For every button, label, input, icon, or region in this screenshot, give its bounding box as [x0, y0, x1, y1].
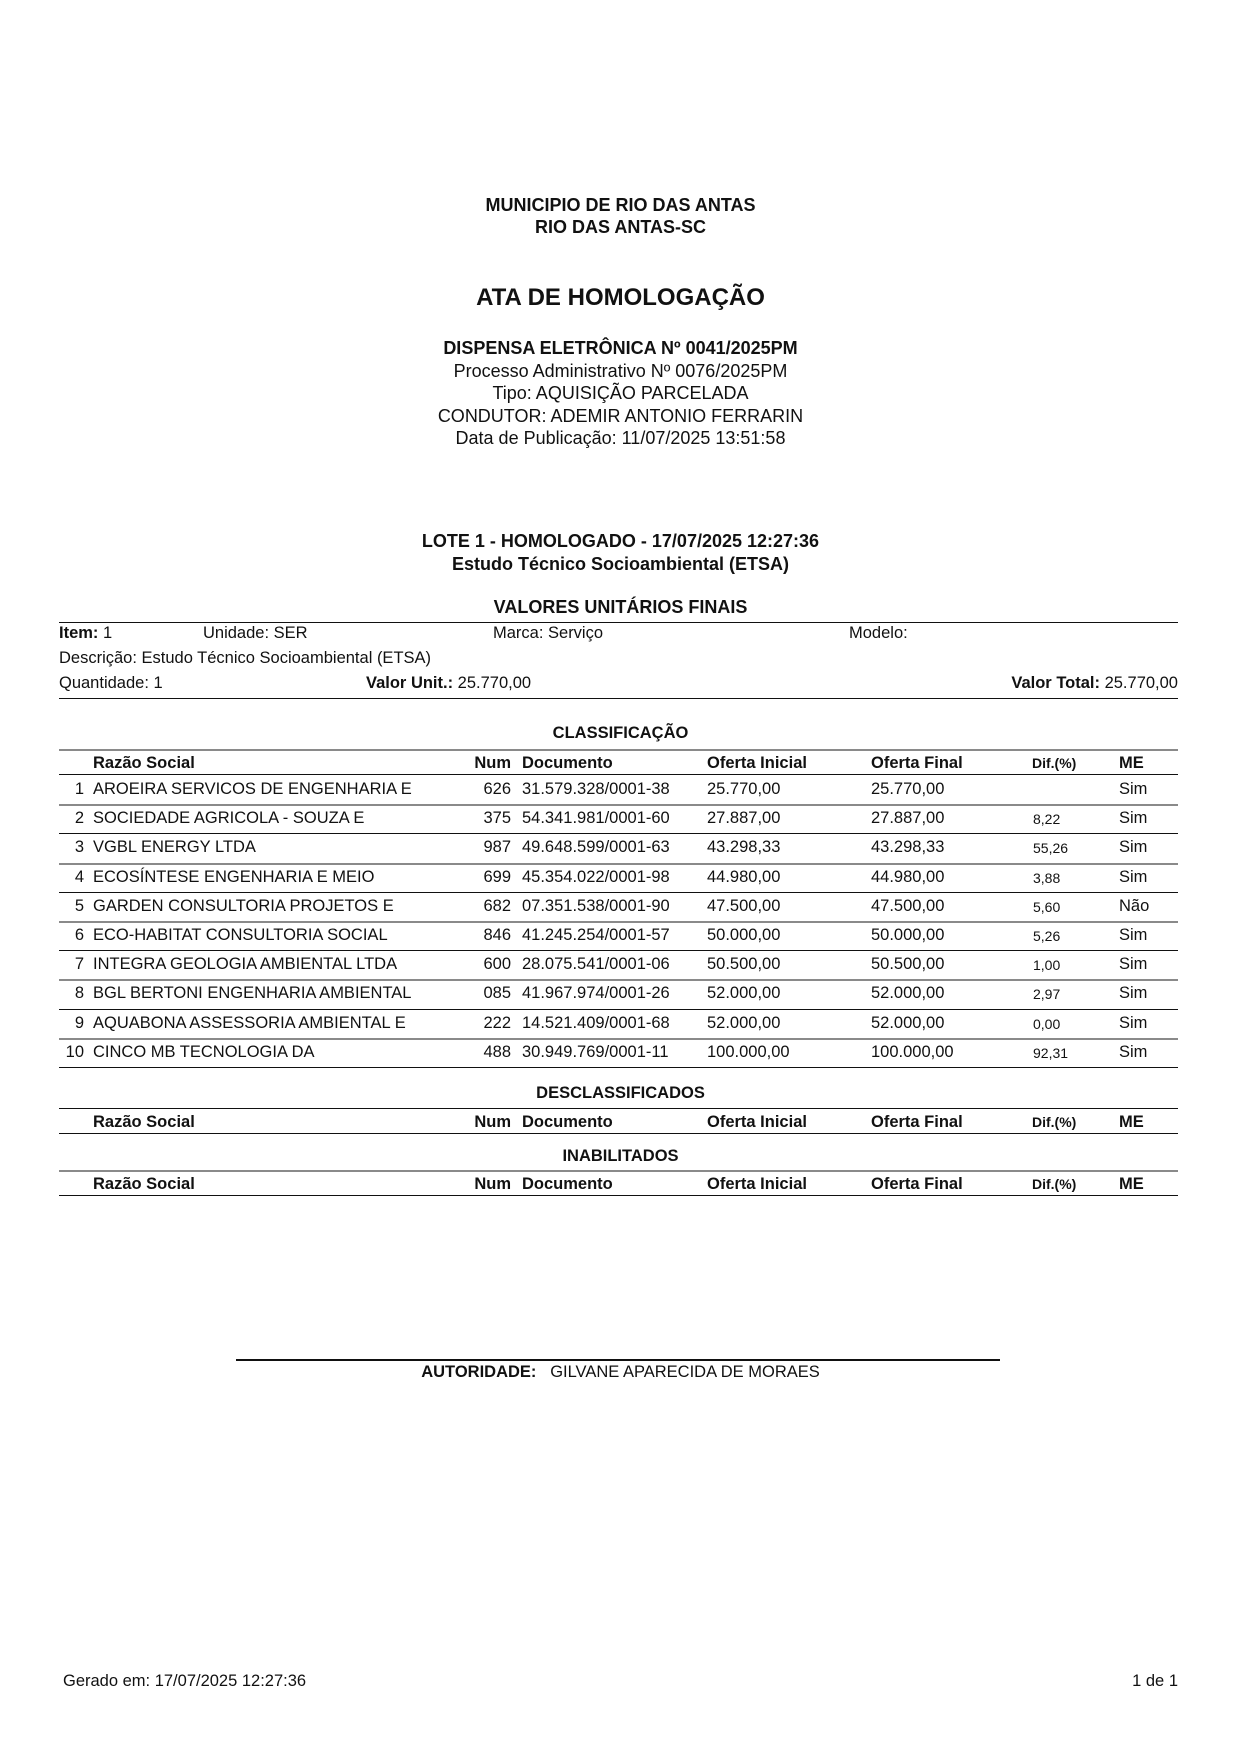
- column-header-num: Num: [474, 1175, 511, 1193]
- modelo-field: Modelo:: [849, 624, 908, 642]
- row-documento: 49.648.599/0001-63: [522, 838, 670, 857]
- row-dif: 5,26: [1033, 928, 1061, 944]
- row-documento: 41.967.974/0001-26: [522, 984, 670, 1003]
- row-position: 7: [74, 955, 84, 974]
- valor-unit-field: Valor Unit.: 25.770,00: [366, 674, 532, 692]
- row-razao-social: SOCIEDADE AGRICOLA - SOUZA E: [93, 809, 365, 828]
- row-dif: 3,88: [1033, 869, 1061, 886]
- divider: [59, 1009, 1178, 1010]
- row-me: Sim: [1119, 780, 1148, 798]
- row-me: Sim: [1119, 1042, 1148, 1061]
- dispensa-number: DISPENSA ELETRÔNICA Nº 0041/2025PM: [443, 338, 798, 358]
- row-documento: 31.579.328/0001-38: [522, 780, 670, 798]
- row-documento: 45.354.022/0001-98: [522, 867, 670, 886]
- divider: [59, 749, 1178, 751]
- process-info: [0, 337, 1241, 450]
- row-position: 8: [74, 984, 84, 1003]
- column-header-oferta-inicial: Oferta Inicial: [707, 754, 807, 772]
- quantidade-field: Quantidade: 1: [59, 674, 163, 692]
- column-header-oferta-inicial: Oferta Inicial: [707, 1175, 807, 1193]
- column-header-documento: Documento: [522, 1175, 613, 1193]
- row-me: Sim: [1119, 926, 1148, 944]
- divider: [59, 833, 1178, 834]
- divider: [59, 698, 1178, 699]
- row-oferta-final: 27.887,00: [871, 809, 945, 828]
- row-me: Sim: [1119, 955, 1148, 974]
- row-oferta-final: 44.980,00: [871, 867, 945, 886]
- row-oferta-final: 25.770,00: [871, 780, 945, 798]
- signature-block: [0, 1363, 1241, 1382]
- row-razao-social: GARDEN CONSULTORIA PROJETOS E: [93, 896, 394, 915]
- row-documento: 54.341.981/0001-60: [522, 809, 670, 828]
- row-dif: 5,60: [1033, 898, 1061, 915]
- row-razao-social: CINCO MB TECNOLOGIA DA: [93, 1042, 315, 1061]
- row-oferta-inicial: 52.000,00: [707, 984, 781, 1003]
- row-position: 1: [74, 780, 84, 798]
- tipo: Tipo: AQUISIÇÃO PARCELADA: [492, 383, 749, 403]
- column-header-oferta-final: Oferta Final: [871, 1113, 963, 1131]
- row-oferta-inicial: 25.770,00: [707, 780, 781, 798]
- valores-title: VALORES UNITÁRIOS FINAIS: [493, 597, 748, 617]
- marca-field: Marca: Serviço: [493, 624, 604, 642]
- column-header-num: Num: [474, 754, 511, 772]
- row-dif: 1,00: [1033, 957, 1061, 974]
- column-header-me: ME: [1119, 1175, 1144, 1193]
- city-state: RIO DAS ANTAS-SC: [535, 217, 706, 237]
- row-documento: 14.521.409/0001-68: [522, 1013, 670, 1032]
- row-oferta-inicial: 43.298,33: [707, 838, 781, 857]
- row-razao-social: AQUABONA ASSESSORIA AMBIENTAL E: [93, 1013, 406, 1032]
- row-num: 085: [483, 984, 511, 1003]
- row-razao-social: BGL BERTONI ENGENHARIA AMBIENTAL: [93, 984, 412, 1003]
- divider: [59, 950, 1178, 951]
- row-documento: 07.351.538/0001-90: [522, 896, 670, 915]
- divider: [59, 1038, 1178, 1040]
- row-oferta-inicial: 27.887,00: [707, 809, 781, 828]
- row-oferta-final: 43.298,33: [871, 838, 945, 857]
- row-num: 488: [483, 1042, 511, 1061]
- row-documento: 41.245.254/0001-57: [522, 926, 670, 944]
- page-title: ATA DE HOMOLOGAÇÃO: [476, 284, 765, 311]
- row-position: 6: [74, 926, 84, 944]
- divider: [59, 1195, 1178, 1196]
- row-me: Não: [1119, 896, 1150, 915]
- row-oferta-final: 50.000,00: [871, 926, 945, 944]
- item-field: Item: 1: [59, 624, 113, 642]
- valor-total-field: Valor Total: 25.770,00: [1011, 674, 1178, 692]
- row-razao-social: ECO-HABITAT CONSULTORIA SOCIAL: [93, 926, 388, 944]
- column-header-num: Num: [474, 1113, 511, 1131]
- column-header-dif: Dif.(%): [1032, 1114, 1077, 1130]
- generated-timestamp: Gerado em: 17/07/2025 12:27:36: [63, 1672, 307, 1690]
- descricao-field: Descrição: Estudo Técnico Socioambiental (ETSA): [59, 649, 432, 667]
- row-razao-social: ECOSÍNTESE ENGENHARIA E MEIO: [93, 867, 375, 886]
- row-position: 4: [74, 867, 84, 886]
- lote-title: LOTE 1 - HOMOLOGADO - 17/07/2025 12:27:36: [421, 531, 820, 551]
- desclassificados-title: DESCLASSIFICADOS: [536, 1084, 705, 1102]
- row-oferta-inicial: 44.980,00: [707, 867, 781, 886]
- row-razao-social: AROEIRA SERVICOS DE ENGENHARIA E: [93, 780, 412, 798]
- row-num: 375: [483, 809, 511, 828]
- column-header-documento: Documento: [522, 1113, 613, 1131]
- row-razao-social: INTEGRA GEOLOGIA AMBIENTAL LTDA: [93, 955, 398, 974]
- column-header-dif: Dif.(%): [1032, 1176, 1077, 1192]
- row-documento: 30.949.769/0001-11: [522, 1042, 669, 1061]
- row-num: 987: [483, 838, 511, 857]
- municipality-name: MUNICIPIO DE RIO DAS ANTAS: [485, 195, 756, 215]
- column-header-me: ME: [1119, 1113, 1144, 1131]
- signature-label: AUTORIDADE:: [421, 1363, 537, 1381]
- column-header-razao-social: Razão Social: [93, 1175, 195, 1193]
- row-oferta-final: 52.000,00: [871, 1013, 945, 1032]
- row-dif: 55,26: [1033, 840, 1069, 857]
- column-header-razao-social: Razão Social: [93, 1113, 195, 1131]
- row-me: Sim: [1119, 838, 1148, 857]
- column-header-razao-social: Razão Social: [93, 754, 195, 772]
- lote-header: [0, 530, 1241, 575]
- row-oferta-inicial: 100.000,00: [707, 1042, 790, 1061]
- signature-line: [236, 1359, 1000, 1361]
- page-number: 1 de 1: [1132, 1672, 1178, 1690]
- divider: [59, 921, 1178, 923]
- unidade-field: Unidade: SER: [203, 624, 308, 642]
- row-num: 600: [483, 955, 511, 974]
- row-dif: 8,22: [1033, 811, 1061, 828]
- row-oferta-final: 50.500,00: [871, 955, 945, 974]
- row-num: 222: [483, 1013, 511, 1032]
- row-num: 699: [483, 867, 511, 886]
- column-header-me: ME: [1119, 754, 1144, 772]
- data-publicacao: Data de Publicação: 11/07/2025 13:51:58: [455, 428, 786, 448]
- document-header: [0, 194, 1241, 238]
- divider: [59, 1067, 1178, 1068]
- row-documento: 28.075.541/0001-06: [522, 955, 670, 974]
- column-header-oferta-final: Oferta Final: [871, 1175, 963, 1193]
- row-dif: 92,31: [1033, 1044, 1069, 1061]
- row-razao-social: VGBL ENERGY LTDA: [93, 838, 256, 857]
- classificacao-title: CLASSIFICAÇÃO: [552, 724, 689, 742]
- row-num: 846: [483, 926, 511, 944]
- row-oferta-inicial: 52.000,00: [707, 1013, 781, 1032]
- row-me: Sim: [1119, 984, 1148, 1003]
- row-me: Sim: [1119, 809, 1148, 828]
- divider: [59, 892, 1178, 893]
- row-oferta-inicial: 50.500,00: [707, 955, 781, 974]
- row-dif: 0,00: [1033, 1015, 1061, 1032]
- divider: [59, 1108, 1178, 1109]
- divider: [59, 979, 1178, 981]
- row-position: 3: [74, 838, 84, 857]
- row-me: Sim: [1119, 867, 1148, 886]
- row-oferta-final: 100.000,00: [871, 1042, 954, 1061]
- row-oferta-inicial: 50.000,00: [707, 926, 781, 944]
- row-oferta-final: 47.500,00: [871, 896, 945, 915]
- row-dif: 2,97: [1033, 986, 1061, 1003]
- signature-name: GILVANE APARECIDA DE MORAES: [550, 1363, 820, 1381]
- processo-number: Processo Administrativo Nº 0076/2025PM: [453, 360, 788, 381]
- column-header-documento: Documento: [522, 754, 613, 772]
- divider: [59, 774, 1178, 775]
- row-num: 682: [483, 896, 511, 915]
- inabilitados-title: INABILITADOS: [562, 1147, 679, 1165]
- row-oferta-inicial: 47.500,00: [707, 896, 781, 915]
- row-position: 10: [65, 1042, 84, 1061]
- condutor: CONDUTOR: ADEMIR ANTONIO FERRARIN: [437, 405, 804, 426]
- row-position: 2: [74, 809, 84, 828]
- divider: [59, 1133, 1178, 1134]
- divider: [59, 1170, 1178, 1172]
- divider: [59, 804, 1178, 806]
- row-oferta-final: 52.000,00: [871, 984, 945, 1003]
- row-me: Sim: [1119, 1013, 1148, 1032]
- row-position: 5: [74, 896, 84, 915]
- row-position: 9: [74, 1013, 84, 1032]
- divider: [59, 863, 1178, 865]
- column-header-dif: Dif.(%): [1032, 755, 1077, 771]
- column-header-oferta-final: Oferta Final: [871, 754, 963, 772]
- row-num: 626: [483, 780, 511, 798]
- lote-subtitle: Estudo Técnico Socioambiental (ETSA): [451, 553, 790, 574]
- column-header-oferta-inicial: Oferta Inicial: [707, 1113, 807, 1131]
